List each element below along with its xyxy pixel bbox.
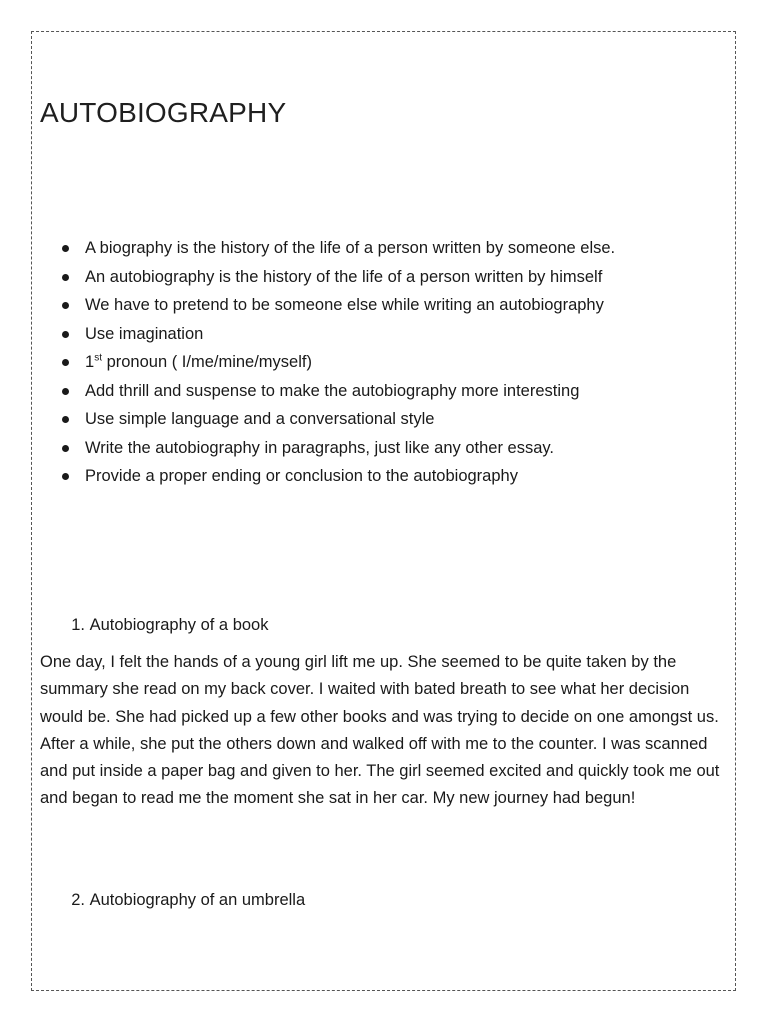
section-body-book: One day, I felt the hands of a young girl lift me up. She seemed to be quite taken by the summary she read on my back cover. I waited with bated breath to see what her decision would be. She had picked up a few other books and was trying to decide on one amongst us. After a while, she put the others down and walked off with me to the counter. I was scanned and put inside a paper bag and given to her. The girl seemed excited and quickly took me out and began to read me the moment she sat in her car. My new journey had begun! [40, 653, 720, 808]
section-number: 1. [71, 616, 85, 634]
page-border [31, 31, 736, 991]
bullet-dot-icon [62, 274, 69, 281]
section-title: Autobiography of an umbrella [89, 891, 306, 909]
ordinal-number: 1 [85, 353, 95, 371]
bullet-dot-icon [62, 445, 69, 452]
ordinal-suffix: st [94, 352, 102, 364]
bullet-item: Use simple language and a conversational style [40, 405, 730, 434]
document-title: AUTOBIOGRAPHY [40, 97, 287, 128]
section-number: 2. [71, 891, 85, 909]
bullet-item: A biography is the history of the life of a person written by someone else. [40, 234, 730, 263]
bullet-dot-icon [62, 302, 69, 309]
bullet-dot-icon [62, 416, 69, 423]
section-title: Autobiography of a book [89, 616, 269, 634]
bullet-dot-icon [62, 473, 69, 480]
section-heading-book [40, 613, 268, 637]
bullet-item: An autobiography is the history of the life of a person written by himself [40, 263, 730, 292]
bullet-dot-icon [62, 331, 69, 338]
section-heading-umbrella [40, 888, 305, 912]
bullet-item: 1st pronoun ( I/me/mine/myself) [40, 348, 730, 377]
bullet-item: Add thrill and suspense to make the autobiography more interesting [40, 377, 730, 406]
bullet-item: Provide a proper ending or conclusion to the autobiography [40, 462, 730, 491]
bullet-dot-icon [62, 388, 69, 395]
bullet-list [40, 234, 730, 491]
bullet-dot-icon [62, 245, 69, 252]
bullet-item: Use imagination [40, 320, 730, 349]
bullet-item: We have to pretend to be someone else while writing an autobiography [40, 291, 730, 320]
bullet-dot-icon [62, 359, 69, 366]
bullet-item: Write the autobiography in paragraphs, just like any other essay. [40, 434, 730, 463]
